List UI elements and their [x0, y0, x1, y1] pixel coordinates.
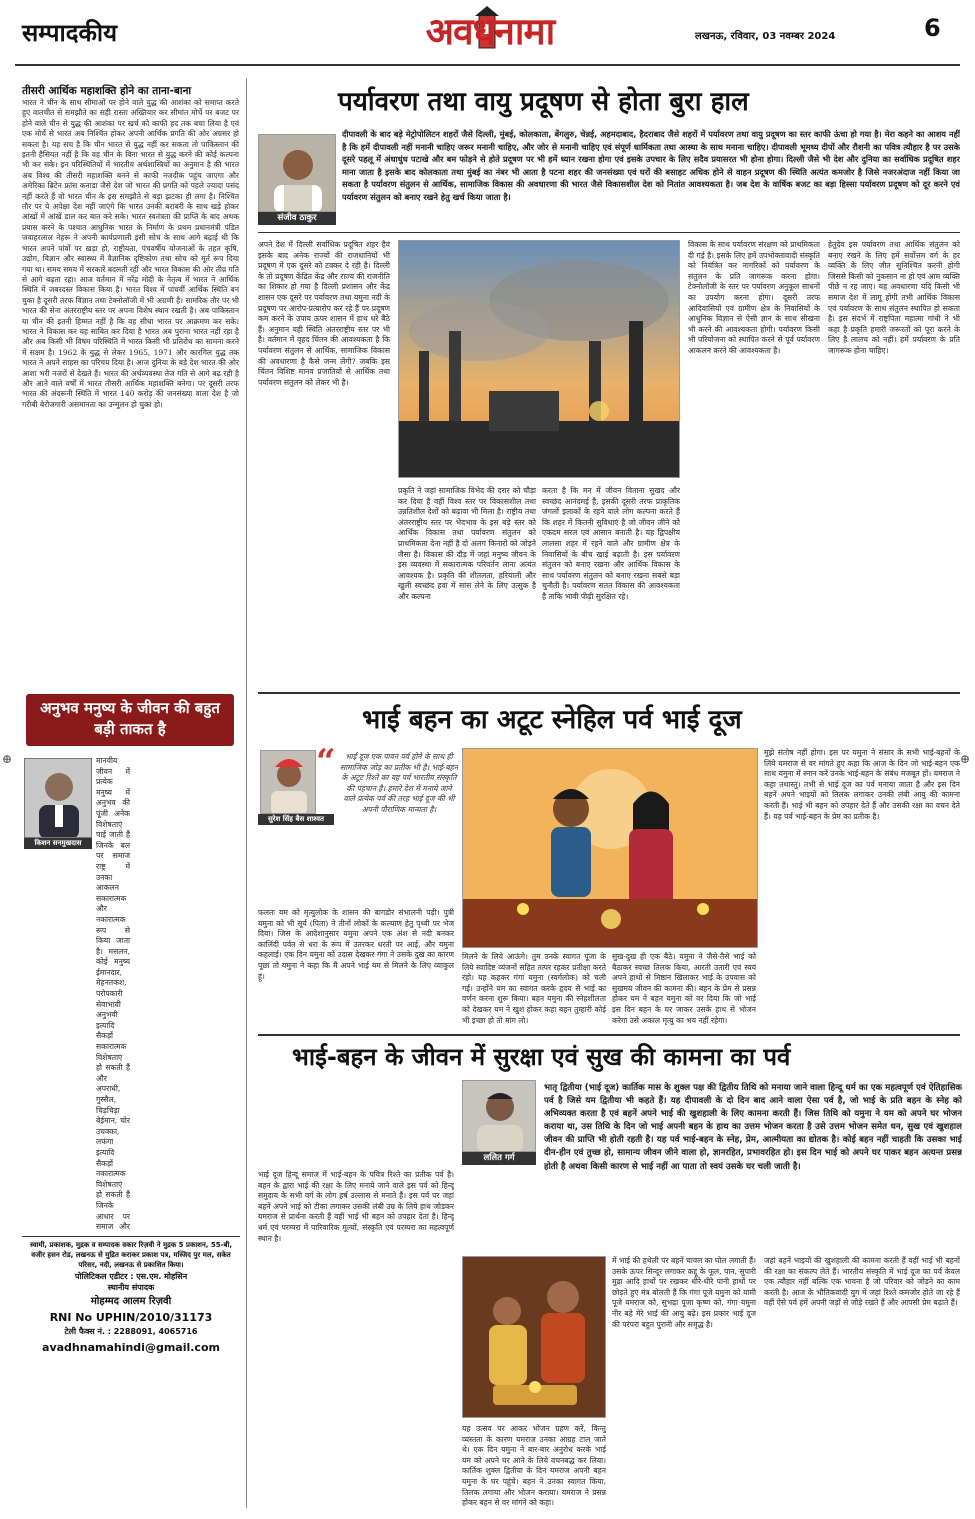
- story2-headline: भाई बहन का अटूट स्नेहिल पर्व भाई दूज: [362, 705, 742, 735]
- story2-col4: मुझे संतोष नहीं होगा। इस पर यमुना ने संसार के सभी भाई-बहनों के लिये यमराज से वर मांगते हुए कहा कि आज के दिन जो भाई-बहन एक साथ यमुना में स्नान करें उनके भाई-बहन के संबंध मजबूत हों। यमराज ने कहा तथास्तु। तभी से भाई दूज का पर्व मनाया जाता है और इस दिन बहनें अपने भाइयों को तिलक लगाकर उनकी लंबी आयु की कामना करती हैं। भाई भी बहन को उपहार देते हैं और उसकी रक्षा का वचन देते हैं। यह पर्व भाई-बहन के प्रेम का प्रतीक है।: [764, 748, 960, 821]
- story3-col2: यह उत्सव पर आकर भोजन ग्रहण करें, किन्तु व्यस्तता के कारण यमराज उनका आग्रह टाल जाते थे। एक दिन यमुना ने बार-बार अनुरोध करके भाई यम को अपने घर आने के लिये वचनबद्ध कर लिया। कार्तिक शुक्ल द्वितीया के दिन यमराज अपनी बहन यमुना के घर पहुंचे। बहन ने उनका स्वागत किया, तिलक लगाया और भोजन कराया। यमराज ने प्रसन्न होकर बहन से वर मांगने को कहा।: [462, 1424, 606, 1508]
- left-divider: [246, 78, 247, 1508]
- story1-col3: करता है कि मन में जीवन विताना सुखद और स्वच्छंद आनंदमई है, इसकी दूसरी तरफ प्राकृतिक जंगलों इलाकों के रहने वाले लोग कल्पना करते हैं कि शहर में कितनी सुविधाएं है जो जीवन जीने को एकदम सरल एवं आसान बनाती है। यह द्विपक्षीय लालसा शहर में रहने वाले और ग्रामीण क्षेत्र के निवासियों के बीच खाई बढ़ाती है। इस पर्यावरण संतुलन को बनाए रखना और आर्थिक विकास के साथ पर्यावरण संतुलन को बनाए रखना सबसे बड़ा चुनौती है। पर्यावरण सतत विकास की आवश्यकता है ताकि भावी पीढ़ी सुरक्षित रहे।: [542, 486, 680, 601]
- story2-quote: भाई दूज एक पावन पर्व होने के साथ ही सामाजिक जोड़ का प्रतीक भी है। भाई-बहन के अटूट रिश्ते का यह पर्व भारतीय संस्कृति की पहचान है। हमारे देश में मनाये जाने वाले प्रत्येक पर्व की तरह भाई दूज की भी अपनी पौराणिक मान्यता है।: [340, 752, 458, 814]
- story3-col3: में भाई की हथेली पर बहनें चावल का घोल लगाती हैं। उसके ऊपर सिन्दूर लगाकर कद्दू के फूल, पान, सुपारी मुद्रा आदि हाथों पर रखकर धीरे-धीरे पानी हाथों पर छोड़ते हुए मंत्र बोलती हैं कि गंगा पूजे यमुना को यामी पूजे यमराज को, सुभद्रा पूजा कृष्ण को, गंगा यमुना नीर बहे मेरे भाई की आयु बढ़े। इस प्रकार भाई दूज की परंपरा बहुत पुरानी और समृद्ध है।: [612, 1256, 756, 1329]
- story3-author: ललित गर्ग: [462, 1152, 536, 1165]
- story1-author: संजीव ठाकुर: [258, 212, 336, 225]
- imprint-local: मोहम्मद आलम रिज़वी: [90, 1296, 172, 1307]
- story2-col1: फलतः यम को मृत्युलोक के शासन की बागडोर संभालनी पड़ी। पुत्री यमुना को भी सूर्य (पिता) ने तीनों लोकों के कल्याण हेतु पृथ्वी पर भेज दिया। जिस के आदेशानुसार यमुना अपने एक अंश से नदी बनकर कालिंदी पर्वत से धरा के रूप में उतरकर धरती पर आई, और यमुना कहलाई। एक दिन यमुना को उदास देखकर गंगा ने उसके दुख का कारण पूछा तो यमुना ने कहा कि मैं अपने भाई यम से मिलने के लिए व्याकुल हूं।: [258, 908, 454, 981]
- imprint-email: avadhnamahindi@gmail.com: [42, 1341, 220, 1354]
- imprint-rule: [22, 1236, 240, 1237]
- section-label: सम्पादकीय: [22, 19, 118, 47]
- masthead: [0, 0, 975, 68]
- registration-mark-left: ⊕: [2, 752, 13, 766]
- registration-mark-right: ⊕: [960, 752, 971, 766]
- dateline: लखनऊ, रविवार, 03 नवम्बर 2024: [695, 31, 836, 42]
- imprint: [22, 1240, 240, 1354]
- story1-author-photo: [258, 134, 336, 212]
- story2-col2: मिलने के लिये आऊंगे। तुम उनके स्वागत पूजा के लिये स्वादिष्ट व्यंजनों सहित तत्पर रहकर प्रतीक्षा करते रहो। यह कहकर गंगा यमुना (स्वर्गलोक) को चली गईं। उन्होंने यम का स्वागत करके हृदय से भाई का वर्णन करना शुरू किया। बहन यमुना की स्नेहशीलता को देखकर यम ने खुश होकर कहा बहन तुम्हारी कोई भी इच्छा हो तो मांग लो।: [462, 952, 606, 1025]
- story3-photo-tilak: [462, 1256, 606, 1418]
- opinion-title: अनुभव मनुष्य के जीवन की बहुत बड़ी ताकत है: [40, 699, 220, 738]
- story1-lead: दीपावली के बाद बड़े मेट्रोपोलिटन शहरों जैसे दिल्ली, मुंबई, कोलकाता, बेंगलुरु, चेन्नई, अहमदाबाद, हैदराबाद जैसे शहरों में पर्यावरण तथा वायु प्रदूषण का स्तर काफी ऊंचा हो गया है। मेरा कहने का आशय नहीं है कि हमें दीपावली नहीं मनानी चाहिए जरूर मनानी चाहिए, और जोर से मनानी चाहिए एवं संपूर्ण धार्मिकता तथा आस्था के साथ मनाना चाहिए। दीपावली भूमध्य दीपों और रौशनी का पवित्र त्यौहार है पर उसके दूसरे पहलू में अंधाधुंध पटाखे और बम फोड़ने से होते प्रदूषण पर भी हमें ध्यान रखना होगा एवं इसके उपचार के लिए सदैव प्रयासरत भी होना होगा। दिल्ली जैसे भी देश और दुनिया का सर्वाधिक प्रदूषित शहर माना जाता है इसके बाद कोलकाता तथा मुंबई का नंबर भी आता है पटना शहर की जनसंख्या एवं घरों की बसाहट अधिक होने से वाहन प्रदूषण की स्थिति अत्यंत कमजोर है जिसे नजरअंदाज नहीं किया जा सकता है पर्यावरण संतुलन से आर्थिक, सामाजिक विकास की अवधारणा की भारत जैसे विकासशील देश को नितांत आवश्यकता है। जब देश के वार्षिक बजट का बड़ा हिस्सा पर्यावरण प्रदूषण को दूर करने एवं पर्यावरण संतुलन को बनाए रखने हेतु खर्च किया जाता है।: [342, 129, 960, 202]
- story2-photo-bhaidooj: [462, 748, 758, 948]
- story3-col1b: [258, 1250, 454, 1510]
- story1-col4: विकास के साथ पर्यावरण संरक्षण को प्राथमिकता दी गई है। इसके लिए हमें उपभोक्तावादी संस्कृति को नियंत्रित कर नागरिकों को पर्यावरण के संतुलन के प्रति जागरूक करना होगा। टेक्नोलॉजी के स्तर पर पर्यावरण अनुकूल साधनों का उपयोग करना होगा। दूसरी तरफ आदिवासियों एवं ग्रामीण क्षेत्र के निवासियों के आधुनिक विज्ञान से ऐसी ज्ञान के साथ सीखना भी करने की आवश्यकता होगी। पर्यावरण किसी भी परियोजना को स्थापित करने से पूर्व पर्यावरण आकलन करने की आवश्यकता है।: [688, 240, 820, 355]
- story3-col1: भाई दूज हिन्दू समाज में भाई-बहन के पवित्र रिश्ते का प्रतीक पर्व है। बहन के द्वारा भाई की रक्षा के लिए मनाये जाने वाले इस पर्व को हिन्दू समुदाय के सभी वर्ग के लोग हर्ष उल्लास से मनाते हैं। इस पर्व पर जहां बहनें अपने भाई को टीका लगाकर उसकी लंबी उम्र के लिये हाथ जोड़कर यमराज से प्रार्थना करती हैं वहीं भाई भी बहन को उपहार देता है। हिन्दू धर्म एवं परम्परा में पारिवारिक मूल्यों, संस्कृति एवं परम्परा का महत्वपूर्ण स्थान है।: [258, 1170, 454, 1243]
- opinion-author: किशन सनमुखदास: [24, 838, 92, 849]
- story1-col2: प्रकृति ने जहां सामाजिक विभेद की दरार को चौड़ा कर दिया है वहीं विश्व स्तर पर विकासशील तथा उन्नतिशील देशों को बढ़ावा भी मिला है। राष्ट्रीय तथा अंतरराष्ट्रीय स्तर पर भेदभाव के इस बड़े स्तर को आर्थिक विकास तथा पर्यावरण संतुलन को प्राथमिकता देना नहीं है दो अलग किनारों को जोड़ने जैसा है। विकास की दौड़ में जहां मनुष्य जीवन के इस व्यवस्था में सकारात्मक परिवर्तन लाना अत्यंत आवश्यक है। प्रकृति की शीतलता, हरियाली और खुली स्वच्छंद हवा में सांस लेने के लिए उत्सुक है और कल्पना: [398, 486, 536, 601]
- imprint-rni: RNI No UPHIN/2010/31173: [49, 1311, 213, 1324]
- story1-col1: अपने देश में दिल्ली सर्वाधिक प्रदूषित शहर हैवं इसके बाद अनेक राज्यों की राजधानियों भी प्रदूषण में एक दूसरे को टक्कर दे रही है। दिल्ली के तो प्रदूषण केंद्रित केंद्र और राज्य की राजनीति का शिकार हो गया है दिल्ली प्रशासन और केंद्र शासन एक दूसरे पर पर्यावरण तथा यमुना नदी के प्रदूषण पर आरोप-प्रत्यारोप कर रहे हैं पर प्रदूषण कम करने के उपाय ऊपर शासन में हाथ धरे बैठे हैं। अनुमान यही स्थिति अंतरराष्ट्रीय स्तर पर भी है। वर्तमान में वृहद चिंतन की आवश्यकता है कि पर्यावरण संतुलन से आर्थिक, सामाजिक विकास की अवधारणा है कैसे जन्म लेंगी? जबकि इस चिंतन विशिष्ट मानव प्रजातियों से आर्थिक तथा पर्यावरण संतुलन को लेकर भी है।: [258, 240, 390, 387]
- imprint-text: स्वामी, प्रकाशक, मुद्रक व सम्पादक वकार रिज़वी ने मुद्रक 5 प्रकाशन, 55-बी, वजीर हसन रोड, लखनऊ से मुद्रित कराकर प्रकाश पत्र, मस्जिद पुर मल, सकेत परिसर, नदी, लखनऊ से प्रकाशित किया।: [29, 1241, 233, 1269]
- masthead-rule: [15, 64, 960, 66]
- story3-author-photo: [462, 1080, 536, 1152]
- imprint-editor: पोलिटिकल एडीटर : एस.एम. मोहसिन: [74, 1272, 188, 1281]
- story1-photo-smog: [398, 240, 680, 478]
- story2-col3: सुख-दुख ही एक बैठे। यमुना ने जैसे-तैसे भाई को बैठाकर स्वच्छ तिलक किया, आरती उतारी एवं स्वयं अपने हाथों से मिष्ठान खिलाकर भाई के उपवास को सुखमय जीवन की कामना की। बहन के प्रेम से प्रसन्न होकर यम ने बहन यमुना को वर दिया कि जो भाई इस दिन बहन के घर जाकर उसके हाथ से भोजन करेगा उसे अकाल मृत्यु का भय नहीं रहेगा।: [612, 952, 756, 1025]
- story1-lead-rule: [258, 232, 960, 233]
- opinion-body-1: मानवीय जीवन में प्रत्येक मनुष्य में अनुभव की पूंजी अनेक विशेषताएं पाई जाती हैं जिनके बल पर समाज राष्ट्र में उनका आकलन सकारात्मक और नकारात्मक रूप से किया जाता है। मसलन, कोई मनुष्य ईमानदार, मेहनतकश, परोपकारी सेवाभावी अनुभवी इत्यादि सैकड़ों सकारात्मक विशेषताएं हो सकती हैं और अपराधी, गुस्सैल, चिड़चिड़ा बेईमान, चोर उचक्का, लफंगा इत्यादि सैकड़ों नकारात्मक विशेषताएं हो सकती हैं जिनके आधार पर समाज और: [96, 756, 130, 1232]
- quote-mark: “: [316, 742, 336, 782]
- story1-bottom-rule: [258, 692, 960, 694]
- left-headline: तीसरी आर्थिक महाशक्ति होने का ताना-बाना: [22, 85, 192, 97]
- imprint-local-label: स्थानीय संपादक: [107, 1283, 155, 1292]
- left-body: भारत ने चीन के साथ सीमाओं पर होने वाले युद्ध की आशंका को समाप्त करते हुए वातचीत से समझौते का सही रास्ता अख्तियार कर सीमांत मोर्चे पर बजट पर होने वाले चीन से युद्ध की आशंका पर खर्च को काफी हद तक बचा लिया है एवं एक मोर्चे से भारत अब निश्चिंत होकर अपनी आर्थिक प्रगति की ओर अग्रसर हो सकता है। यह सच है कि चीन भारत से युद्ध नहीं कर सकता तो पाकिस्तान की इतनी हैसियत नहीं है कि वह चीन के बिना भारत से युद्ध करने की कोई कल्पना भी कर सके। इन परिस्थितियों में भारतीय अर्थशास्त्रियों का अनुमान है की भारत अब विश्व की तीसरी महाशक्ति बनने से काफी नजदीक पहुंच जाएगा और अमेरिका ब्रिटेन फ्रांस कनाडा जैसे देश जो भारत की प्रगति को पहले ज्यादा पसंद नहीं करते हैं वो भारत चीन के इस समझौते से बड़ा झटका ही लगा है। निश्चित तौर पर ये अपेक्षा देश नहीं जाएंगे कि भारत उनकी बराबरी के साथ खड़े होकर आंखों में आंखें डाल कर बात करे सके। भारत स्वतंत्रता की प्राप्ति के बाद अथक प्रयास करने के पश्चात आधुनिक भारत के निर्माण के प्रथम प्रधानमंत्री पंडित जवाहरलाल नेहरू ने अपनी कार्यप्रणाली इसी सोच के साथ आगे बढ़ाई थी कि भारत अपने पांवों पर खड़ा हो, राष्ट्रीयता, पंचवर्षीय योजनाओं के तहत कृषि, उद्योग, विज्ञान और स्वास्थ्य में वैज्ञानिक दृष्टिकोण तथा सोच को मूर्त रूप दिया गया था। समय समय में सरकारें बदलती रहीं और भारत विकास की ओर तीव्र गति से आगे बढ़ता रहा। आज वर्तमान में नरेंद्र मोदी के नेतृत्व में भारत ने आर्थिक स्थिति में जबरदस्त विकास किया है। भारत विश्व में पांचवीं आर्थिक स्थिति बन चुका है दूसरी तरफ विज्ञान तथा टेक्नोलॉजी में भी अग्रणी है। सामरिक तौर पर भी भारत की सेना अंतरराष्ट्रीय स्तर पर अपना विशेष स्थान रखती है। अब पाकिस्तान या चीन की इतनी हिम्मत नहीं है कि वह सीधा भारत पर आक्रमण कर सके। भारत ने विकास कर यह साबित कर दिया है भारत अब पुराना भारत नहीं रहा है और अब किसी भी विषम परिस्थिति में भारत किसी भी प्रतिरोध का सामना करने में सक्षम है। 1962 के युद्ध से लेकर 1965, 1971 और कारगिल युद्ध तक भारत ने अपने साहस का परिचय दिया है। आज दुनिया के बड़े देश भारत की ओर आशा भरी नजरों से देखते हैं। भारत की अर्थव्यवस्था तेज गति से आगे बढ़ रही है और आने वाले वर्षों में भारत तीसरी आर्थिक महाशक्ति बनेगा। पर दूसरी तरफ भारत की अंदरूनी स्थिति में भारत 140 करोड़ की जनसंख्या वाला देश है जो गरीबी बेरोजगारी असमानता का उन्मूलन हो चुका हो।: [22, 98, 239, 409]
- story1-headline: पर्यावरण तथा वायु प्रदूषण से होता बुरा हाल: [338, 87, 749, 117]
- story3-col4: जहां बहनें भाइयों की खुशहाली की कामना करती हैं वहीं भाई भी बहनों की रक्षा का संकल्प लेते हैं। भारतीय संस्कृति में भाई दूज का पर्व केवल एक त्यौहार नहीं बल्कि एक भावना है जो परिवार को जोड़ने का काम करती है। आज के भौतिकवादी युग में जहां रिश्ते कमजोर होते जा रहे हैं वहीं ऐसे पर्व हमें अपनी जड़ों से जोड़े रखते हैं और आपसी प्रेम बढ़ाते हैं।: [764, 1256, 960, 1308]
- story2-author-photo: [260, 750, 316, 814]
- logo-text: अवधनामा: [425, 10, 555, 53]
- story2-author: सुरेश सिंह बैस शाश्वत: [258, 814, 334, 825]
- imprint-phone: टेली फैक्स नं. : 2288091, 4065716: [64, 1327, 198, 1336]
- story2-bottom-rule: [258, 1034, 960, 1036]
- opinion-title-box: [26, 694, 234, 746]
- page-number: 6: [924, 14, 941, 42]
- story3-lead: भातृ द्वितीया (भाई दूज) कार्तिक मास के शुक्ल पक्ष की द्वितीय तिथि को मनाया जाने वाला हिन्दू धर्म का एक महत्वपूर्ण एवं ऐतिहासिक पर्व है जिसे यम द्वितीया भी कहते हैं। यह दीपावली के दो दिन बाद आने वाला ऐसा पर्व है, जो भाई के प्रति बहन के स्नेह को अभिव्यक्त करता है एवं बहनें अपने भाई की खुशहाली के लिए कामना करती हैं। जिस तिथि को यमुना ने यम को अपने घर भोजन कराया था, उस तिथि के दिन जो भाई अपनी बहन के हाथ का उत्तम भोजन करता है उसे उत्तम भोजन समेत धन, सुख एवं खुशहाल जीवन की प्राप्ति भी होती रहती है। यह पर्व भाई-बहन के स्नेह, प्रेम, आत्मीयता का द्योतक है। कोई बहन नहीं चाहती कि उसका भाई दीन-हीन एवं तुच्छ हो, सामान्य जीवन जीने वाला हो, ज्ञानरहित, प्रभावरहित हो। इस दिन भाई को अपने घर पाकर बहन अत्यन्त प्रसन्न होती है अथवा किसी कारण से भाई नहीं आ पाता तो स्वयं उसके घर चली जाती है।: [544, 1083, 962, 1172]
- story3-headline: भाई-बहन के जीवन में सुरक्षा एवं सुख की कामना का पर्व: [292, 1043, 791, 1071]
- story1-col5: हेतुदेव इस पर्यावरण तथा आर्थिक संतुलन को बनाए रखने के लिए हमें सर्वोत्तम वर्ग के हर व्यक्ति के लिए जीत सुनिश्चित करनी होगी जिससे किसी को नुकसान ना हो एवं आम व्यक्ति पीछे न रह जाए। यह अवधारणा यदि किसी भी समाज देश में लागू होगी तभी आर्थिक विकास एवं पर्यावरण के साथ संतुलन स्थापित हो सकता है। इस संदर्भ में राष्ट्रपिता महात्मा गांधी ने भी कहा है प्रकृति हमारी जरूरतों को पूरा करने के लिए है लालच को नहीं। हमें पर्यावरण के प्रति जागरूक होना चाहिए।: [828, 240, 960, 355]
